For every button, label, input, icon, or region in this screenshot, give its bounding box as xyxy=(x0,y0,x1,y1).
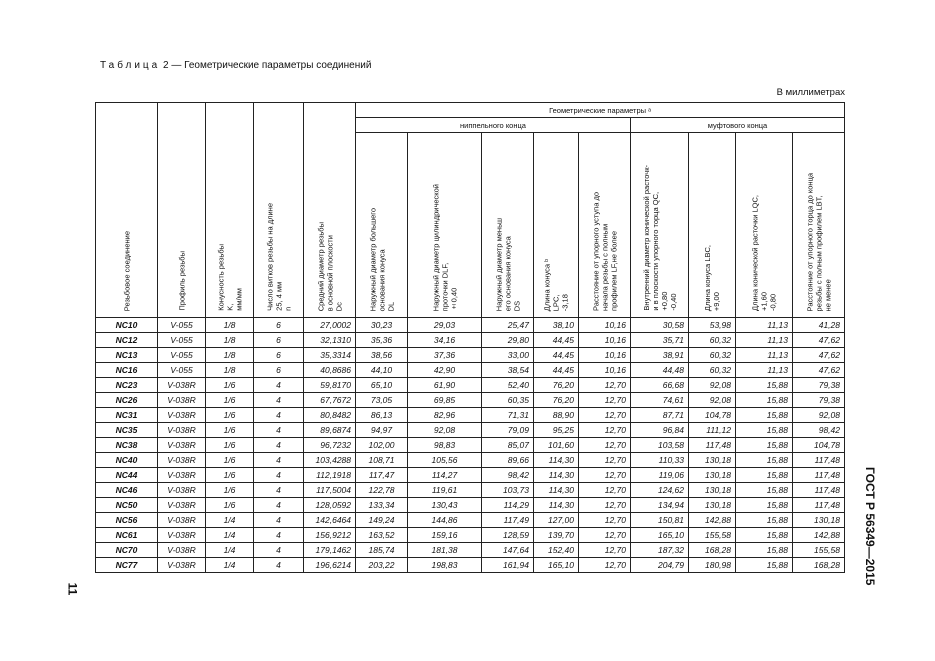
table-cell: 128,0592 xyxy=(304,498,356,513)
col-header-lf: Расстояние от упорного уступа до начала резьбы с полным профилем LF,не более xyxy=(579,133,631,318)
table-cell: 114,27 xyxy=(408,468,482,483)
table-cell: 1/4 xyxy=(206,528,254,543)
table-cell: 142,6464 xyxy=(304,513,356,528)
table-cell: 61,90 xyxy=(408,378,482,393)
table-cell: 47,62 xyxy=(793,348,845,363)
table-cell: 12,70 xyxy=(579,468,631,483)
table-cell: 185,74 xyxy=(356,543,408,558)
table-cell: V-038R xyxy=(158,498,206,513)
table-row xyxy=(96,528,845,543)
table-cell: 15,88 xyxy=(736,378,793,393)
table-body xyxy=(96,318,845,573)
table-cell: 12,70 xyxy=(579,483,631,498)
table-cell: 4 xyxy=(254,498,304,513)
table-cell: 1/8 xyxy=(206,333,254,348)
table-cell: 94,97 xyxy=(356,423,408,438)
table-cell: 12,70 xyxy=(579,378,631,393)
table-cell: 80,8482 xyxy=(304,408,356,423)
connection-name-cell: NC13 xyxy=(96,348,158,363)
connection-name-cell: NC61 xyxy=(96,528,158,543)
table-cell: 130,43 xyxy=(408,498,482,513)
table-cell: 1/4 xyxy=(206,543,254,558)
table-cell: 117,48 xyxy=(793,453,845,468)
table-row xyxy=(96,378,845,393)
table-cell: 67,7672 xyxy=(304,393,356,408)
table-cell: V-038R xyxy=(158,423,206,438)
table-cell: 10,16 xyxy=(579,333,631,348)
table-cell: 60,32 xyxy=(689,363,736,378)
group-header-nipple: ниппельного конца xyxy=(356,118,631,133)
table-cell: 4 xyxy=(254,393,304,408)
table-cell: 168,28 xyxy=(689,543,736,558)
col-header-connection: Резьбовое соединение xyxy=(96,103,158,318)
table-cell: 15,88 xyxy=(736,468,793,483)
table-cell: 15,88 xyxy=(736,543,793,558)
table-cell: 147,64 xyxy=(482,543,534,558)
table-cell: 30,23 xyxy=(356,318,408,333)
table-cell: 4 xyxy=(254,408,304,423)
table-cell: 27,0002 xyxy=(304,318,356,333)
parameters-table xyxy=(95,102,845,573)
table-cell: 165,10 xyxy=(631,528,689,543)
table-cell: 44,45 xyxy=(534,333,579,348)
table-cell: 101,60 xyxy=(534,438,579,453)
table-cell: 112,1918 xyxy=(304,468,356,483)
table-cell: 117,5004 xyxy=(304,483,356,498)
table-row xyxy=(96,333,845,348)
table-cell: 86,13 xyxy=(356,408,408,423)
table-cell: 59,8170 xyxy=(304,378,356,393)
table-cell: 142,88 xyxy=(793,528,845,543)
table-cell: 79,38 xyxy=(793,393,845,408)
table-cell: 180,98 xyxy=(689,558,736,573)
table-cell: 29,80 xyxy=(482,333,534,348)
connection-name-cell: NC70 xyxy=(96,543,158,558)
table-cell: 149,24 xyxy=(356,513,408,528)
table-cell: 114,29 xyxy=(482,498,534,513)
table-cell: 11,13 xyxy=(736,333,793,348)
table-cell: 15,88 xyxy=(736,393,793,408)
table-cell: 12,70 xyxy=(579,408,631,423)
connection-name-cell: NC56 xyxy=(96,513,158,528)
table-cell: 41,28 xyxy=(793,318,845,333)
table-cell: 38,54 xyxy=(482,363,534,378)
table-cell: 53,98 xyxy=(689,318,736,333)
table-cell: V-055 xyxy=(158,348,206,363)
table-row xyxy=(96,393,845,408)
table-cell: 119,06 xyxy=(631,468,689,483)
table-cell: 139,70 xyxy=(534,528,579,543)
table-cell: 156,9212 xyxy=(304,528,356,543)
table-cell: 15,88 xyxy=(736,408,793,423)
connection-name-cell: NC40 xyxy=(96,453,158,468)
table-cell: 96,84 xyxy=(631,423,689,438)
table-cell: 4 xyxy=(254,378,304,393)
table-cell: 71,31 xyxy=(482,408,534,423)
table-cell: 10,16 xyxy=(579,348,631,363)
table-cell: 38,10 xyxy=(534,318,579,333)
table-cell: 4 xyxy=(254,468,304,483)
col-header-pitch-diameter: Средний диаметр резьбы в основной плоскости Dc xyxy=(304,103,356,318)
table-cell: 73,05 xyxy=(356,393,408,408)
table-cell: V-038R xyxy=(158,528,206,543)
table-cell: 103,73 xyxy=(482,483,534,498)
table-cell: 105,56 xyxy=(408,453,482,468)
table-cell: V-038R xyxy=(158,558,206,573)
table-cell: 155,58 xyxy=(793,543,845,558)
table-cell: 108,71 xyxy=(356,453,408,468)
table-cell: 114,30 xyxy=(534,483,579,498)
table-cell: 114,30 xyxy=(534,453,579,468)
table-cell: 15,88 xyxy=(736,513,793,528)
table-cell: 1/4 xyxy=(206,513,254,528)
table-cell: 117,48 xyxy=(793,483,845,498)
table-row xyxy=(96,363,845,378)
table-row xyxy=(96,348,845,363)
table-cell: 95,25 xyxy=(534,423,579,438)
table-cell: 130,18 xyxy=(689,453,736,468)
table-row xyxy=(96,408,845,423)
connection-name-cell: NC38 xyxy=(96,438,158,453)
table-cell: 35,3314 xyxy=(304,348,356,363)
table-row xyxy=(96,438,845,453)
table-cell: 117,47 xyxy=(356,468,408,483)
table-cell: 12,70 xyxy=(579,543,631,558)
table-cell: 1/4 xyxy=(206,558,254,573)
table-cell: V-038R xyxy=(158,453,206,468)
table-cell: 119,61 xyxy=(408,483,482,498)
table-cell: 122,78 xyxy=(356,483,408,498)
table-cell: 6 xyxy=(254,318,304,333)
table-cell: 38,56 xyxy=(356,348,408,363)
connection-name-cell: NC50 xyxy=(96,498,158,513)
table-cell: V-055 xyxy=(158,318,206,333)
table-cell: 66,68 xyxy=(631,378,689,393)
table-cell: 1/8 xyxy=(206,363,254,378)
table-cell: 198,83 xyxy=(408,558,482,573)
table-cell: 12,70 xyxy=(579,453,631,468)
table-cell: 4 xyxy=(254,513,304,528)
table-cell: 124,62 xyxy=(631,483,689,498)
table-cell: 117,48 xyxy=(793,498,845,513)
table-cell: 47,62 xyxy=(793,333,845,348)
col-header-lbc: Длина конуса LBC, +9,00 xyxy=(689,133,736,318)
table-cell: 4 xyxy=(254,528,304,543)
col-header-dl: Наружный диаметр большего основания конуса DL xyxy=(356,133,408,318)
table-cell: 34,16 xyxy=(408,333,482,348)
table-cell: 127,00 xyxy=(534,513,579,528)
table-cell: 29,03 xyxy=(408,318,482,333)
connection-name-cell: NC26 xyxy=(96,393,158,408)
table-cell: 161,94 xyxy=(482,558,534,573)
table-cell: 40,8686 xyxy=(304,363,356,378)
table-cell: 150,81 xyxy=(631,513,689,528)
table-cell: 152,40 xyxy=(534,543,579,558)
connection-name-cell: NC23 xyxy=(96,378,158,393)
table-row xyxy=(96,558,845,573)
table-cell: 15,88 xyxy=(736,438,793,453)
table-cell: 128,59 xyxy=(482,528,534,543)
table-cell: 15,88 xyxy=(736,483,793,498)
connection-name-cell: NC44 xyxy=(96,468,158,483)
table-cell: 204,79 xyxy=(631,558,689,573)
table-cell: 114,30 xyxy=(534,498,579,513)
connection-name-cell: NC46 xyxy=(96,483,158,498)
table-cell: 60,32 xyxy=(689,333,736,348)
table-cell: 1/6 xyxy=(206,483,254,498)
col-header-lqc: Длина конической расточки LQC, +1,60 -0,80 xyxy=(736,133,793,318)
table-cell: 159,16 xyxy=(408,528,482,543)
table-cell: 98,83 xyxy=(408,438,482,453)
table-cell: 142,88 xyxy=(689,513,736,528)
table-cell: 130,18 xyxy=(793,513,845,528)
table-cell: V-038R xyxy=(158,393,206,408)
table-cell: 179,1462 xyxy=(304,543,356,558)
table-cell: V-038R xyxy=(158,408,206,423)
table-row xyxy=(96,498,845,513)
table-cell: 4 xyxy=(254,438,304,453)
table-cell: 47,62 xyxy=(793,363,845,378)
table-cell: 6 xyxy=(254,348,304,363)
table-row xyxy=(96,483,845,498)
table-cell: 79,38 xyxy=(793,378,845,393)
table-cell: 4 xyxy=(254,558,304,573)
table-cell: V-038R xyxy=(158,438,206,453)
table-row xyxy=(96,423,845,438)
table-cell: 1/6 xyxy=(206,378,254,393)
table-cell: 79,09 xyxy=(482,423,534,438)
table-cell: 12,70 xyxy=(579,558,631,573)
table-cell: 1/6 xyxy=(206,498,254,513)
table-cell: 4 xyxy=(254,423,304,438)
table-cell: 15,88 xyxy=(736,498,793,513)
table-row xyxy=(96,453,845,468)
table-cell: 4 xyxy=(254,453,304,468)
connection-name-cell: NC31 xyxy=(96,408,158,423)
table-cell: 89,6874 xyxy=(304,423,356,438)
table-cell: 181,38 xyxy=(408,543,482,558)
col-header-threads: Число витков резьбы на длине 25, 4 мм n xyxy=(254,103,304,318)
table-cell: 15,88 xyxy=(736,558,793,573)
table-cell: 1/6 xyxy=(206,468,254,483)
col-header-lbt: Расстояние от упорного торца до конца резьбы с полным профилем LBT, не менее xyxy=(793,133,845,318)
table-cell: 1/6 xyxy=(206,453,254,468)
table-cell: 102,00 xyxy=(356,438,408,453)
table-cell: 35,36 xyxy=(356,333,408,348)
table-cell: 104,78 xyxy=(793,438,845,453)
connection-name-cell: NC16 xyxy=(96,363,158,378)
table-cell: 187,32 xyxy=(631,543,689,558)
table-cell: 35,71 xyxy=(631,333,689,348)
table-cell: 44,45 xyxy=(534,363,579,378)
table-cell: 114,30 xyxy=(534,468,579,483)
table-cell: 6 xyxy=(254,333,304,348)
table-cell: 1/6 xyxy=(206,438,254,453)
table-cell: 92,08 xyxy=(408,423,482,438)
table-caption xyxy=(100,60,371,71)
table-cell: 130,18 xyxy=(689,468,736,483)
table-cell: 96,7232 xyxy=(304,438,356,453)
connection-name-cell: NC12 xyxy=(96,333,158,348)
table-cell: 52,40 xyxy=(482,378,534,393)
table-cell: 130,18 xyxy=(689,498,736,513)
table-cell: 110,33 xyxy=(631,453,689,468)
caption-prefix: Таблица xyxy=(100,60,161,71)
table-cell: 87,71 xyxy=(631,408,689,423)
table-cell: 42,90 xyxy=(408,363,482,378)
table-cell: 25,47 xyxy=(482,318,534,333)
table-cell: 74,61 xyxy=(631,393,689,408)
table-cell: 92,08 xyxy=(793,408,845,423)
table-cell: 111,12 xyxy=(689,423,736,438)
table-cell: 4 xyxy=(254,483,304,498)
table-cell: 12,70 xyxy=(579,513,631,528)
table-cell: 38,91 xyxy=(631,348,689,363)
table-cell: 33,00 xyxy=(482,348,534,363)
col-header-taper: Конусность резьбы K, мм/мм xyxy=(206,103,254,318)
table-cell: 163,52 xyxy=(356,528,408,543)
table-row xyxy=(96,513,845,528)
table-cell: 196,6214 xyxy=(304,558,356,573)
table-cell: 1/6 xyxy=(206,408,254,423)
table-cell: 15,88 xyxy=(736,528,793,543)
table-cell: 85,07 xyxy=(482,438,534,453)
table-cell: V-038R xyxy=(158,543,206,558)
table-cell: 65,10 xyxy=(356,378,408,393)
col-header-dlf: Наружный диаметр цилиндрической проточки DLF, ±0,40 xyxy=(408,133,482,318)
table-cell: 155,58 xyxy=(689,528,736,543)
table-cell: 60,35 xyxy=(482,393,534,408)
standard-code: ГОСТ Р 56349—2015 xyxy=(863,467,877,586)
table-cell: 37,36 xyxy=(408,348,482,363)
table-cell: 11,13 xyxy=(736,363,793,378)
table-cell: 1/8 xyxy=(206,318,254,333)
table-cell: 12,70 xyxy=(579,423,631,438)
table-cell: 76,20 xyxy=(534,378,579,393)
table-cell: 133,34 xyxy=(356,498,408,513)
table-cell: 92,08 xyxy=(689,393,736,408)
table-cell: 144,86 xyxy=(408,513,482,528)
table-cell: 103,4288 xyxy=(304,453,356,468)
connection-name-cell: NC10 xyxy=(96,318,158,333)
table-cell: V-055 xyxy=(158,333,206,348)
table-row xyxy=(96,468,845,483)
table-cell: 1/8 xyxy=(206,348,254,363)
table-cell: 165,10 xyxy=(534,558,579,573)
group-header-coupling: муфтового конца xyxy=(631,118,845,133)
col-header-lpc: Длина конуса ᵇ LPC, -3,18 xyxy=(534,133,579,318)
caption-text: 2 — Геометрические параметры соединений xyxy=(163,60,372,71)
table-cell: 98,42 xyxy=(482,468,534,483)
col-header-profile: Профиль резьбы xyxy=(158,103,206,318)
table-cell: 12,70 xyxy=(579,528,631,543)
table-cell: 1/6 xyxy=(206,393,254,408)
table-cell: 12,70 xyxy=(579,393,631,408)
table-cell: 130,18 xyxy=(689,483,736,498)
table-cell: 11,13 xyxy=(736,318,793,333)
table-cell: 92,08 xyxy=(689,378,736,393)
col-header-ds: Наружный диаметр меньш его основания конуса DS xyxy=(482,133,534,318)
table-cell: 69,85 xyxy=(408,393,482,408)
table-cell: 10,16 xyxy=(579,363,631,378)
table-cell: 12,70 xyxy=(579,438,631,453)
table-cell: 32,1310 xyxy=(304,333,356,348)
table-cell: 4 xyxy=(254,543,304,558)
table-cell: V-038R xyxy=(158,468,206,483)
group-header-geometric: Геометрические параметры ᵃ xyxy=(356,103,845,118)
table-cell: V-038R xyxy=(158,378,206,393)
table-cell: 98,42 xyxy=(793,423,845,438)
table-cell: 60,32 xyxy=(689,348,736,363)
connection-name-cell: NC77 xyxy=(96,558,158,573)
table-cell: 44,48 xyxy=(631,363,689,378)
table-cell: 203,22 xyxy=(356,558,408,573)
table-cell: 30,58 xyxy=(631,318,689,333)
page-number: 11 xyxy=(65,582,80,596)
table-cell: 88,90 xyxy=(534,408,579,423)
connection-name-cell: NC35 xyxy=(96,423,158,438)
table-cell: 15,88 xyxy=(736,423,793,438)
table-cell: 12,70 xyxy=(579,498,631,513)
table-cell: 76,20 xyxy=(534,393,579,408)
table-cell: 10,16 xyxy=(579,318,631,333)
table-cell: 103,58 xyxy=(631,438,689,453)
table-cell: V-038R xyxy=(158,513,206,528)
table-row xyxy=(96,318,845,333)
table-cell: 117,48 xyxy=(793,468,845,483)
table-row xyxy=(96,543,845,558)
units-note: В миллиметрах xyxy=(776,87,845,98)
table-cell: 104,78 xyxy=(689,408,736,423)
table-cell: 168,28 xyxy=(793,558,845,573)
table-cell: 11,13 xyxy=(736,348,793,363)
table-cell: V-055 xyxy=(158,363,206,378)
table-cell: 82,96 xyxy=(408,408,482,423)
col-header-qc: Внутренний диаметр конической расточк- и в плоскости упорного торца QC, +0,80 -0,40 xyxy=(631,133,689,318)
table-cell: 44,10 xyxy=(356,363,408,378)
table-cell: 1/6 xyxy=(206,423,254,438)
table-cell: V-038R xyxy=(158,483,206,498)
table-cell: 117,48 xyxy=(689,438,736,453)
table-cell: 117,49 xyxy=(482,513,534,528)
table-cell: 15,88 xyxy=(736,453,793,468)
table-cell: 44,45 xyxy=(534,348,579,363)
table-cell: 89,66 xyxy=(482,453,534,468)
table-cell: 6 xyxy=(254,363,304,378)
table-cell: 134,94 xyxy=(631,498,689,513)
